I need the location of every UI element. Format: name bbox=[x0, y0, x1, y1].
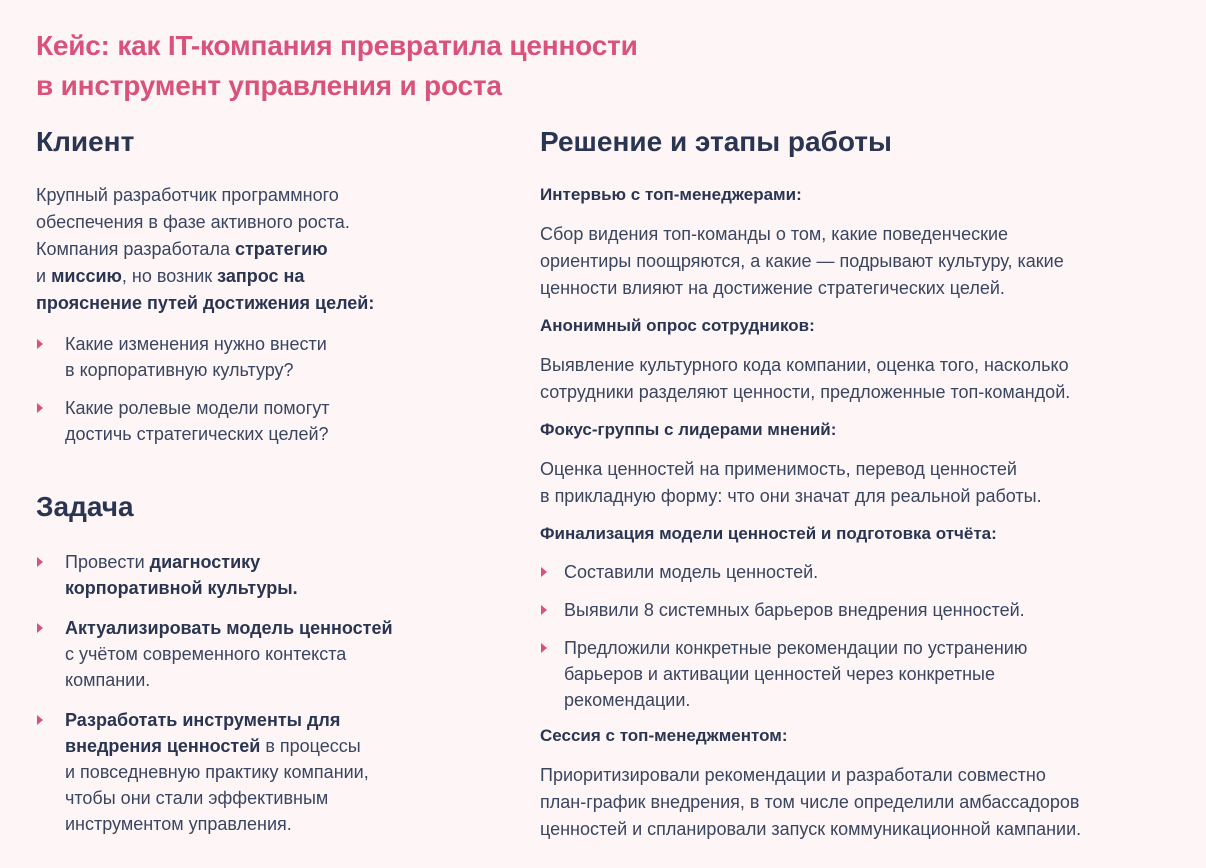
stage-line: Оценка ценностей на применимость, перевод ценностей bbox=[540, 459, 1017, 479]
bullet-arrow-icon bbox=[541, 567, 547, 577]
result-line: Составили модель ценностей. bbox=[564, 562, 819, 582]
bullet-arrow-icon bbox=[541, 643, 547, 653]
task-bold: Разработать инструменты для bbox=[65, 710, 341, 730]
result-line: Предложили конкретные рекомендации по устранению bbox=[564, 638, 1028, 658]
client-questions bbox=[36, 331, 456, 447]
stage-description bbox=[540, 456, 1190, 510]
client-line-1: Крупный разработчик программного bbox=[36, 185, 339, 205]
task-line bbox=[65, 733, 456, 759]
task-line: инструментом управления. bbox=[65, 814, 292, 834]
client-line-5 bbox=[36, 290, 456, 317]
task-line bbox=[65, 615, 456, 641]
client-line-3 bbox=[36, 236, 456, 263]
task-bold: диагностику bbox=[149, 552, 261, 572]
task-text: Провести bbox=[65, 552, 150, 572]
list-item bbox=[36, 615, 456, 693]
task-text: в процессы bbox=[260, 736, 361, 756]
stage-title: Интервью с топ-менеджерами: bbox=[540, 185, 802, 204]
right-column bbox=[540, 122, 1190, 843]
task-line: и повседневную практику компании, bbox=[65, 762, 369, 782]
task-bold: корпоративной культуры. bbox=[65, 578, 298, 598]
stage-results bbox=[540, 559, 1190, 713]
client-text: и bbox=[36, 266, 52, 286]
client-text: , но возник bbox=[121, 266, 218, 286]
list-item bbox=[540, 559, 1190, 585]
client-line-4 bbox=[36, 263, 456, 290]
stage-title: Сессия с топ-менеджментом: bbox=[540, 726, 788, 745]
left-column bbox=[36, 122, 456, 837]
bullet-arrow-icon bbox=[37, 715, 43, 725]
question-line: достичь стратегических целей? bbox=[65, 424, 329, 444]
list-item bbox=[540, 635, 1190, 713]
stage-title: Фокус-группы с лидерами мнений: bbox=[540, 420, 837, 439]
stage-description bbox=[540, 762, 1190, 843]
stage-line: в прикладную форму: что они значат для реальной работы. bbox=[540, 486, 1042, 506]
stage-line: Сбор видения топ-команды о том, какие поведенческие bbox=[540, 224, 1009, 244]
stage-line: Приоритизировали рекомендации и разработали совместно bbox=[540, 765, 1046, 785]
task-line: компании. bbox=[65, 670, 151, 690]
result-line: рекомендации. bbox=[564, 690, 691, 710]
task-bold: внедрения ценностей bbox=[65, 736, 261, 756]
stage-line: ориентиры поощряются, а какие — подрывают культуру, какие bbox=[540, 251, 1064, 271]
bullet-arrow-icon bbox=[37, 623, 43, 633]
stage-line: план-график внедрения, в том числе определили амбассадоров bbox=[540, 792, 1080, 812]
list-item bbox=[36, 549, 456, 601]
stage-title: Финализация модели ценностей и подготовка отчёта: bbox=[540, 524, 997, 543]
list-item bbox=[36, 395, 456, 447]
bullet-arrow-icon bbox=[37, 403, 43, 413]
client-heading: Клиент bbox=[36, 126, 135, 157]
list-item bbox=[540, 597, 1190, 623]
client-request: запрос на bbox=[217, 266, 305, 286]
page-title bbox=[36, 26, 638, 106]
title-line-1: Кейс: как IT-компания превратила ценности bbox=[36, 30, 638, 61]
stage-description bbox=[540, 352, 1190, 406]
result-line: Выявили 8 системных барьеров внедрения ценностей. bbox=[564, 600, 1025, 620]
list-item bbox=[36, 707, 456, 837]
bullet-arrow-icon bbox=[37, 339, 43, 349]
task-line bbox=[65, 549, 456, 575]
client-line-2: обеспечения в фазе активного роста. bbox=[36, 212, 350, 232]
stage-line: Выявление культурного кода компании, оценка того, насколько bbox=[540, 355, 1069, 375]
stage-line: ценностей и спланировали запуск коммуникационной кампании. bbox=[540, 819, 1082, 839]
stage-line: ценности влияют на достижение стратегических целей. bbox=[540, 278, 1005, 298]
task-line: чтобы они стали эффективным bbox=[65, 788, 329, 808]
task-heading: Задача bbox=[36, 491, 134, 522]
bullet-arrow-icon bbox=[37, 557, 43, 567]
task-bold: Актуализировать модель ценностей bbox=[65, 618, 393, 638]
stage-description bbox=[540, 221, 1190, 302]
client-description bbox=[36, 182, 456, 317]
bullet-arrow-icon bbox=[541, 605, 547, 615]
question-line: Какие ролевые модели помогут bbox=[65, 398, 330, 418]
task-line bbox=[65, 707, 456, 733]
client-request-cont: прояснение путей достижения целей: bbox=[36, 293, 375, 313]
solution-heading: Решение и этапы работы bbox=[540, 126, 892, 157]
question-line: Какие изменения нужно внести bbox=[65, 334, 327, 354]
task-line bbox=[65, 575, 456, 601]
question-line: в корпоративную культуру? bbox=[65, 360, 294, 380]
task-list bbox=[36, 549, 456, 837]
client-strategy: стратегию bbox=[234, 239, 328, 259]
stage-title: Анонимный опрос сотрудников: bbox=[540, 316, 815, 335]
client-mission: миссию bbox=[51, 266, 122, 286]
stage-line: сотрудники разделяют ценности, предложенные топ-командой. bbox=[540, 382, 1071, 402]
result-line: барьеров и активации ценностей через конкретные bbox=[564, 664, 995, 684]
task-line: с учётом современного контекста bbox=[65, 644, 347, 664]
title-line-2: в инструмент управления и роста bbox=[36, 70, 502, 101]
client-text: Компания разработала bbox=[36, 239, 235, 259]
list-item bbox=[36, 331, 456, 383]
